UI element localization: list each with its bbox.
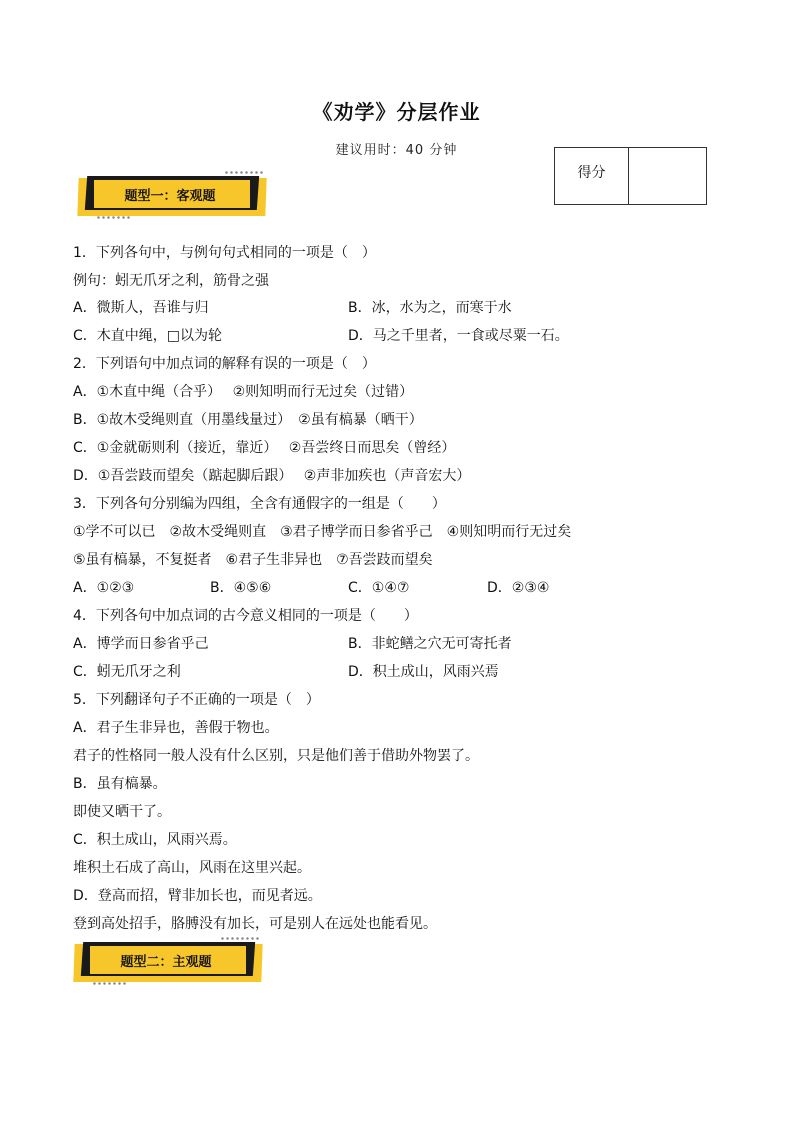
option-d: D．①吾尝跂而望矣（踮起脚后跟） ②声非加疾也（声音宏大） [73, 468, 471, 484]
translation-c: 堆积土石成了高山，风雨在这里兴起。 [73, 860, 311, 876]
question-1-stem: 1．下列各句中，与例句句式相同的一项是（ ） [73, 245, 376, 261]
option-b: B．④⑤⑥ [210, 580, 272, 596]
question-4-stem: 4．下列各句中加点词的古今意义相同的一项是（ ） [73, 608, 418, 624]
option-a: A．君子生非异也，善假于物也。 [73, 720, 279, 736]
option-b: B．非蛇鳝之穴无可寄托者 [348, 636, 512, 652]
option-b: B．虽有槁暴。 [73, 776, 167, 792]
translation-b: 即使又晒干了。 [73, 804, 171, 820]
section-banner-subjective [68, 938, 264, 988]
option-c: C．木直中绳，□以为轮 [73, 328, 223, 344]
example-sentence: 例句：蚓无爪牙之利，筋骨之强 [73, 273, 269, 289]
score-label: 得分 [555, 148, 629, 204]
question-2-stem: 2．下列语句中加点词的解释有误的一项是（ ） [73, 356, 376, 372]
score-value-field[interactable] [629, 148, 706, 204]
section-label: 题型一：客观题 [124, 189, 216, 204]
option-c: C．①金就砺则利（接近，靠近） ②吾尝终日而思矣（曾经） [73, 440, 456, 456]
option-b: B．冰，水为之，而寒于水 [348, 300, 512, 316]
suggested-time: 建议用时：40 分钟 [335, 143, 458, 158]
question-5-stem: 5．下列翻译句子不正确的一项是（ ） [73, 692, 320, 708]
option-d: D．积土成山，风雨兴焉 [348, 664, 499, 680]
section-banner-objective [72, 172, 268, 222]
score-box [554, 147, 707, 205]
question-3-stem: 3．下列各句分别编为四组，全含有通假字的一组是（ ） [73, 496, 446, 512]
option-a: A．①②③ [73, 580, 135, 596]
translation-a: 君子的性格同一般人没有什么区别，只是他们善于借助外物罢了。 [73, 748, 479, 764]
option-c: C．蚓无爪牙之利 [73, 664, 181, 680]
option-d: D．马之千里者，一食或尽粟一石。 [348, 328, 569, 344]
sentence-list: ⑤虽有槁暴，不复挺者 ⑥君子生非异也 ⑦吾尝跂而望矣 [73, 552, 433, 568]
option-a: A．微斯人，吾谁与归 [73, 300, 209, 316]
document-title: 《劝学》分层作业 [312, 100, 481, 124]
option-a: A．博学而日参省乎己 [73, 636, 209, 652]
translation-d: 登到高处招手，胳膊没有加长，可是别人在远处也能看见。 [73, 916, 437, 932]
sentence-list: ①学不可以已 ②故木受绳则直 ③君子博学而日参省乎己 ④则知明而行无过矣 [73, 524, 572, 540]
option-d: D．②③④ [487, 580, 550, 596]
option-c: C．积土成山，风雨兴焉。 [73, 832, 237, 848]
option-b: B．①故木受绳则直（用墨线量过） ②虽有槁暴（晒干） [73, 412, 423, 428]
option-d: D．登高而招，臂非加长也，而见者远。 [73, 888, 322, 904]
section-label: 题型二：主观题 [120, 955, 212, 970]
option-a: A．①木直中绳（合乎） ②则知明而行无过矣（过错） [73, 384, 414, 400]
option-c: C．①④⑦ [348, 580, 410, 596]
